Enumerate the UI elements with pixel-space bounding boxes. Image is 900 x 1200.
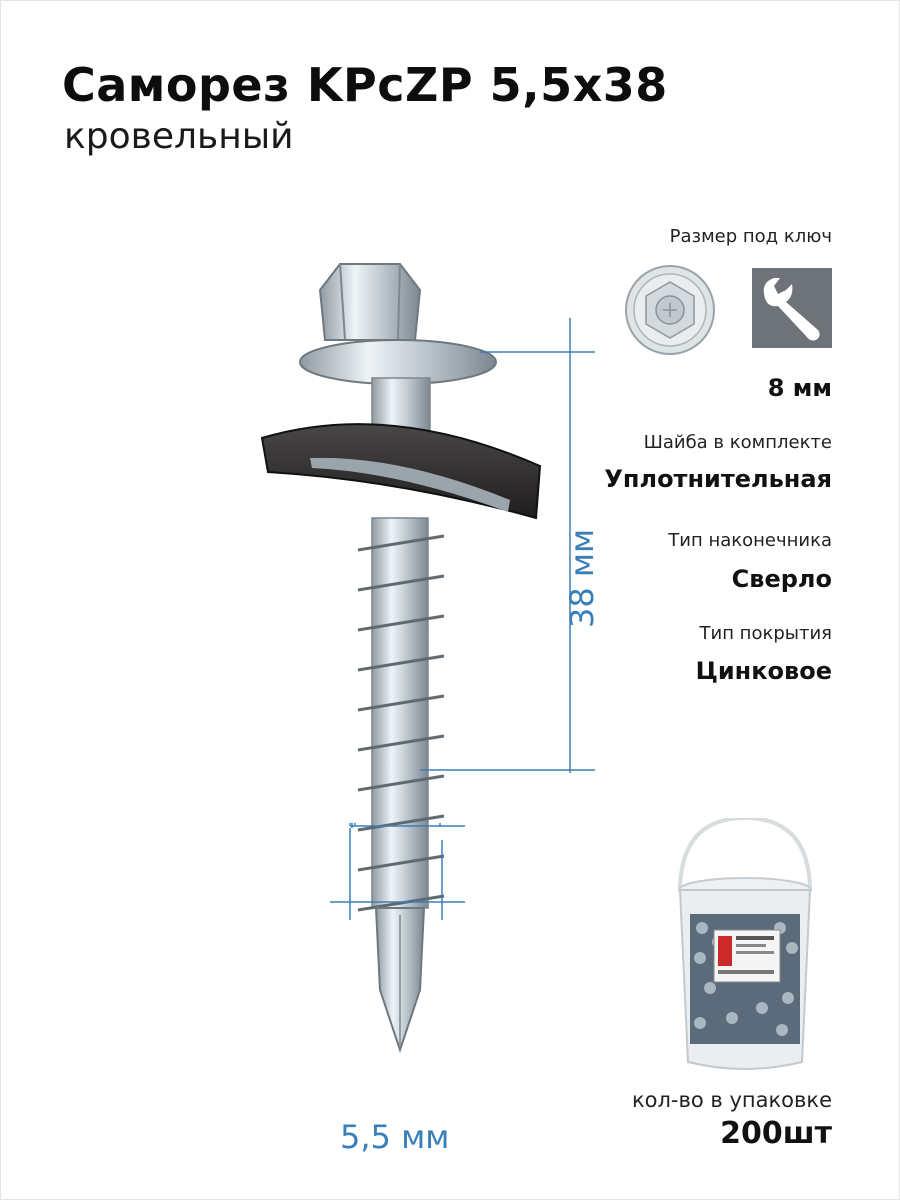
bucket-package-icon xyxy=(670,818,820,1078)
product-title: Саморез KPcZP 5,5x38 xyxy=(62,58,668,112)
package-value: 200шт xyxy=(720,1116,832,1151)
product-subtitle: кровельный xyxy=(64,116,294,157)
key-size-value: 8 мм xyxy=(767,374,832,402)
diameter-dimension: 5,5 мм xyxy=(340,1118,450,1156)
coating-value: Цинковое xyxy=(695,657,832,685)
wrench-icon xyxy=(752,268,832,348)
coating-label: Тип покрытия xyxy=(699,623,832,644)
key-size-label: Размер под ключ xyxy=(669,226,832,247)
screw-head-icon xyxy=(622,262,718,358)
washer-value: Уплотнительная xyxy=(604,465,832,493)
diameter-lines xyxy=(330,820,470,920)
package-label: кол-во в упаковке xyxy=(631,1088,832,1112)
length-dimension: 38 мм xyxy=(563,528,601,628)
tip-value: Сверло xyxy=(731,565,832,593)
washer-label: Шайба в комплекте xyxy=(643,432,832,453)
tip-label: Тип наконечника xyxy=(668,530,832,551)
